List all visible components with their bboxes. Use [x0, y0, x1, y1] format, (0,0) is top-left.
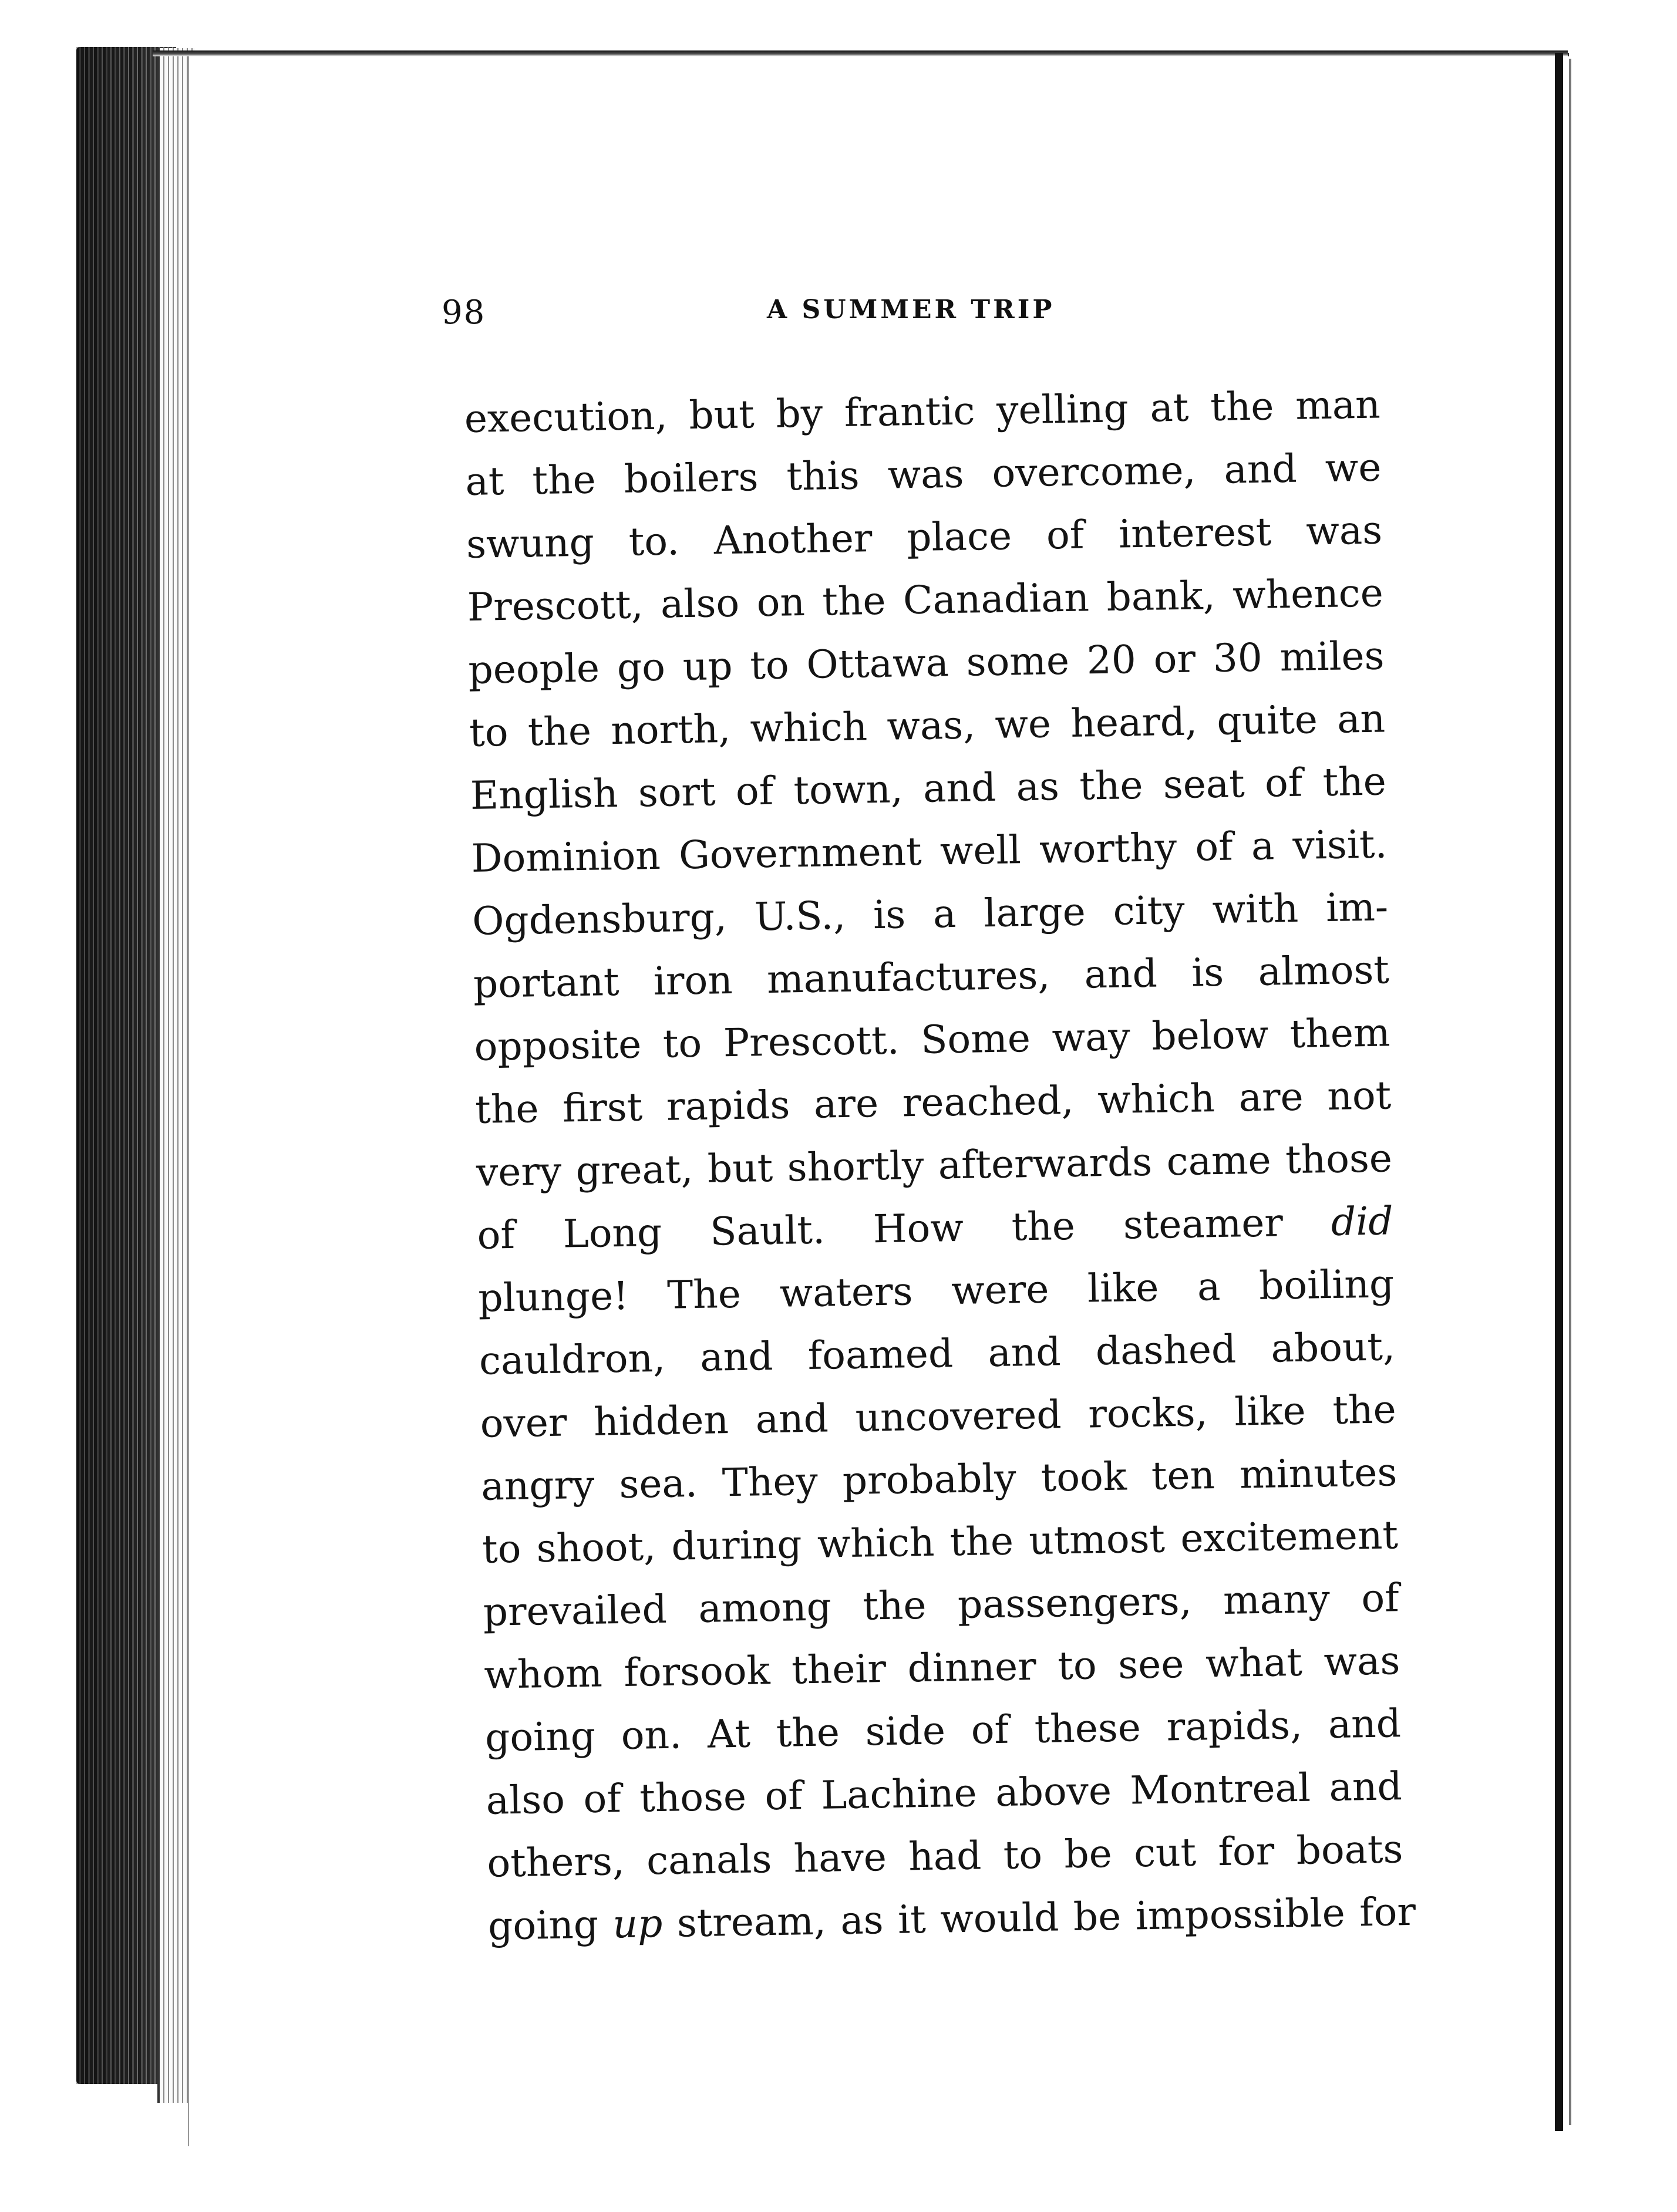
- text-line: whom forsook their dinner to see what was: [483, 1638, 1400, 1698]
- text-line: Ogdensburg, U.S., is a large city with im-: [472, 884, 1389, 944]
- right-page-edge-thin: [1569, 59, 1571, 2125]
- text-line: portant iron manufactures, and is almost: [473, 947, 1390, 1007]
- text-line: at the boilers this was overcome, and we: [464, 444, 1382, 504]
- text-line: English sort of town, and as the seat of the: [470, 758, 1387, 818]
- text-line: plunge! The waters were like a boiling: [477, 1261, 1395, 1321]
- text-line: swung to. Another place of interest was: [466, 507, 1383, 567]
- page-top-edge: [153, 50, 1568, 56]
- italic-word: did: [1331, 1198, 1394, 1245]
- text-line: the first rapids are reached, which are not: [474, 1073, 1392, 1132]
- text-line: Prescott, also on the Canadian bank, whence: [467, 570, 1384, 630]
- text-line: Dominion Government well worthy of a visit.: [471, 821, 1388, 881]
- text-line: going up stream, as it would be impossible for: [487, 1889, 1416, 1949]
- text-line: execution, but by frantic yelling at the man: [464, 382, 1381, 441]
- running-title: A SUMMER TRIP: [767, 295, 1055, 325]
- text-line: of Long Sault. How the steamer did: [477, 1198, 1394, 1258]
- text-line: prevailed among the passengers, many of: [483, 1575, 1400, 1635]
- italic-word: up: [612, 1901, 663, 1947]
- text-line: very great, but shortly afterwards came those: [476, 1135, 1393, 1195]
- text-line: angry sea. They probably took ten minutes: [480, 1449, 1398, 1509]
- text-line: to shoot, during which the utmost excitement: [481, 1512, 1399, 1572]
- text-line: opposite to Prescott. Some way below them: [474, 1010, 1391, 1070]
- text-line: to the north, which was, we heard, quite an: [469, 696, 1386, 756]
- text-line: others, canals have had to be cut for boats: [486, 1826, 1403, 1886]
- page-number: 98: [442, 294, 486, 332]
- text-line: also of those of Lachine above Montreal and: [486, 1763, 1403, 1823]
- body-text: [464, 373, 1428, 1958]
- right-page-edge: [1555, 53, 1563, 2131]
- text-line: cauldron, and foamed and dashed about,: [479, 1324, 1396, 1384]
- text-line: people go up to Ottawa some 20 or 30 miles: [467, 633, 1385, 693]
- running-head: [442, 294, 1440, 335]
- text-line: going on. At the side of these rapids, and: [484, 1701, 1402, 1761]
- text-line: over hidden and uncovered rocks, like the: [480, 1387, 1397, 1446]
